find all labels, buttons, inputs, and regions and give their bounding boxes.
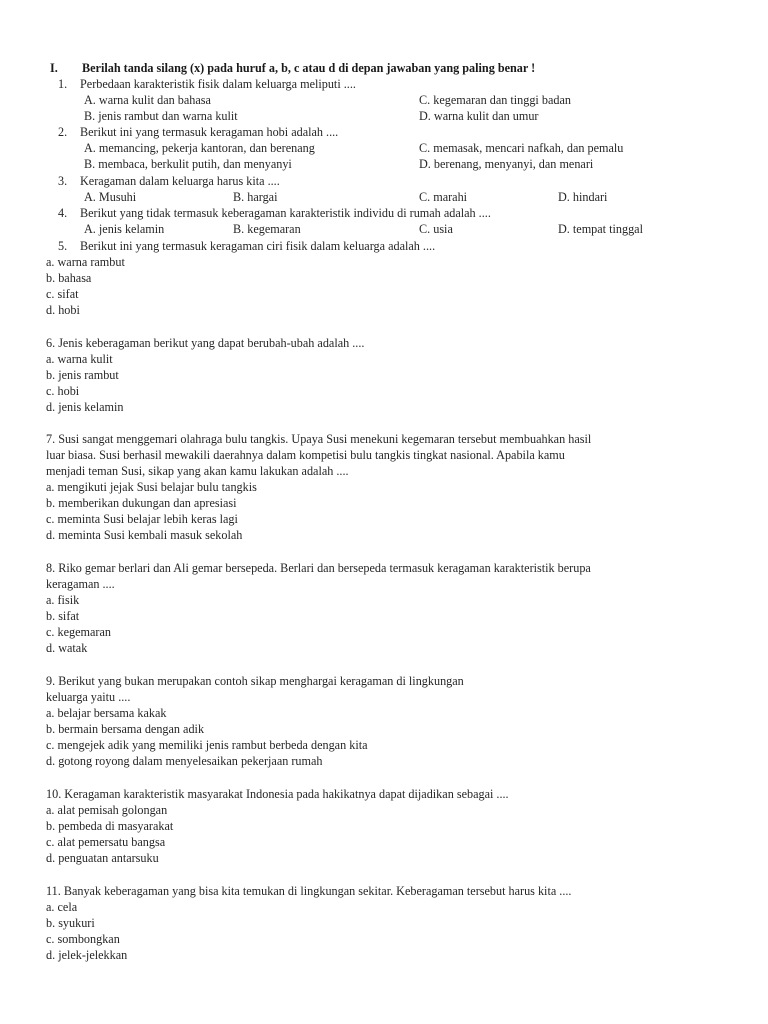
option-c: C. kegemaran dan tinggi badan bbox=[419, 93, 571, 107]
option-c: C. memasak, mencari nafkah, dan pemalu bbox=[419, 141, 624, 155]
question-text: 7. Susi sangat menggemari olahraga bulu tangkis. Upaya Susi menekuni kegemaran tersebut membuahkan hasil bbox=[46, 432, 592, 446]
option-c: c. kegemaran bbox=[46, 625, 111, 639]
option-c: c. mengejek adik yang memiliki jenis rambut berbeda dengan kita bbox=[46, 738, 368, 752]
option-b: b. sifat bbox=[46, 609, 80, 623]
question-text: Berikut yang tidak termasuk keberagaman karakteristik individu di rumah adalah .... bbox=[80, 206, 491, 220]
question-number: 4. bbox=[58, 206, 68, 220]
question-text: 11. Banyak keberagaman yang bisa kita temukan di lingkungan sekitar. Keberagaman tersebut harus kita .... bbox=[46, 884, 572, 898]
section-roman-numeral: I. bbox=[50, 61, 58, 75]
option-d: d. hobi bbox=[46, 303, 80, 317]
question-text: Keragaman dalam keluarga harus kita .... bbox=[80, 174, 280, 188]
option-b: b. bermain bersama dengan adik bbox=[46, 722, 205, 736]
option-b: b. pembeda di masyarakat bbox=[46, 819, 174, 833]
option-b: b. bahasa bbox=[46, 271, 92, 285]
option-c: c. hobi bbox=[46, 384, 80, 398]
option-a: a. fisik bbox=[46, 593, 80, 607]
option-c: C. marahi bbox=[419, 190, 468, 204]
option-b: B. membaca, berkulit putih, dan menyanyi bbox=[84, 157, 292, 171]
question-text: Berikut ini yang termasuk keragaman ciri fisik dalam keluarga adalah .... bbox=[80, 239, 436, 253]
option-a: a. alat pemisah golongan bbox=[46, 803, 168, 817]
option-c: c. sifat bbox=[46, 287, 79, 301]
option-b: B. kegemaran bbox=[233, 222, 301, 236]
question-text: Berikut ini yang termasuk keragaman hobi adalah .... bbox=[80, 125, 339, 139]
option-d: D. warna kulit dan umur bbox=[419, 109, 539, 123]
question-text: keluarga yaitu .... bbox=[46, 690, 131, 704]
option-c: c. sombongkan bbox=[46, 932, 120, 946]
option-a: A. Musuhi bbox=[84, 190, 137, 204]
option-a: a. cela bbox=[46, 900, 78, 914]
option-c: C. usia bbox=[419, 222, 453, 236]
option-b: B. hargai bbox=[233, 190, 278, 204]
option-b: b. jenis rambut bbox=[46, 368, 119, 382]
question-number: 1. bbox=[58, 77, 68, 91]
question-text: Perbedaan karakteristik fisik dalam keluarga meliputi .... bbox=[80, 77, 356, 91]
option-a: A. warna kulit dan bahasa bbox=[84, 93, 211, 107]
question-text: 9. Berikut yang bukan merupakan contoh sikap menghargai keragaman di lingkungan bbox=[46, 674, 464, 688]
option-d: d. meminta Susi kembali masuk sekolah bbox=[46, 528, 243, 542]
option-a: a. warna rambut bbox=[46, 255, 125, 269]
question-number: 3. bbox=[58, 174, 68, 188]
option-b: B. jenis rambut dan warna kulit bbox=[84, 109, 238, 123]
option-d: d. watak bbox=[46, 641, 88, 655]
option-a: a. mengikuti jejak Susi belajar bulu tangkis bbox=[46, 480, 257, 494]
option-a: a. belajar bersama kakak bbox=[46, 706, 167, 720]
question-number: 5. bbox=[58, 239, 68, 253]
option-b: b. syukuri bbox=[46, 916, 95, 930]
option-a: A. jenis kelamin bbox=[84, 222, 165, 236]
question-number: 2. bbox=[58, 125, 68, 139]
question-text: 6. Jenis keberagaman berikut yang dapat berubah-ubah adalah .... bbox=[46, 336, 365, 350]
option-d: D. tempat tinggal bbox=[558, 222, 643, 236]
option-d: D. hindari bbox=[558, 190, 608, 204]
option-d: D. berenang, menyanyi, dan menari bbox=[419, 157, 594, 171]
option-c: c. meminta Susi belajar lebih keras lagi bbox=[46, 512, 238, 526]
question-text: luar biasa. Susi berhasil mewakili daerahnya dalam kompetisi bulu tangkis tingkat nasional. Apabila kamu bbox=[46, 448, 565, 462]
option-a: A. memancing, pekerja kantoran, dan berenang bbox=[84, 141, 315, 155]
option-d: d. penguatan antarsuku bbox=[46, 851, 159, 865]
option-d: d. gotong royong dalam menyelesaikan pekerjaan rumah bbox=[46, 754, 323, 768]
option-d: d. jenis kelamin bbox=[46, 400, 124, 414]
section-instruction: Berilah tanda silang (x) pada huruf a, b, c atau d di depan jawaban yang paling benar ! bbox=[82, 61, 536, 75]
option-c: c. alat pemersatu bangsa bbox=[46, 835, 166, 849]
question-text: keragaman .... bbox=[46, 577, 115, 591]
option-a: a. warna kulit bbox=[46, 352, 113, 366]
option-b: b. memberikan dukungan dan apresiasi bbox=[46, 496, 237, 510]
question-text: 8. Riko gemar berlari dan Ali gemar bersepeda. Berlari dan bersepeda termasuk keragaman karakteristik berupa bbox=[46, 561, 591, 575]
question-text: 10. Keragaman karakteristik masyarakat Indonesia pada hakikatnya dapat dijadikan sebagai .... bbox=[46, 787, 509, 801]
option-d: d. jelek-jelekkan bbox=[46, 948, 128, 962]
question-text: menjadi teman Susi, sikap yang akan kamu lakukan adalah .... bbox=[46, 464, 349, 478]
